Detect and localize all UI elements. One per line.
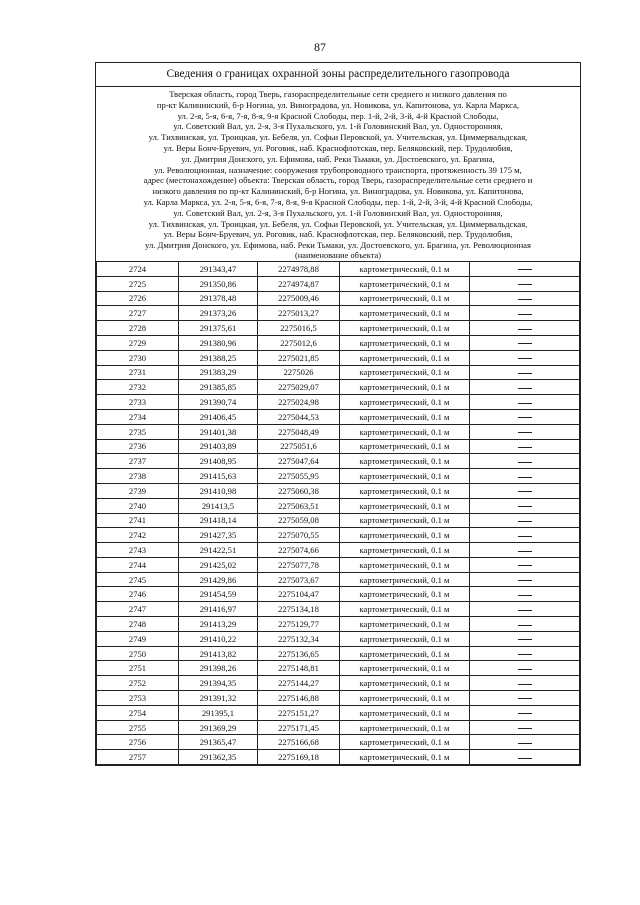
y-coordinate-cell: 2275171,45 [258, 720, 340, 735]
point-number-cell: 2741 [97, 513, 179, 528]
description-line: ул. Революционная, назначение: сооружения трубопроводного транспорта, протяженность 39 175 м, [154, 164, 522, 175]
table-row [97, 661, 580, 676]
dash-mark [518, 565, 532, 566]
table-row [97, 543, 580, 558]
dash-mark [518, 595, 532, 596]
dash-mark [518, 669, 532, 670]
x-coordinate-cell: 291373,26 [179, 306, 258, 321]
x-coordinate-cell: 291418,14 [179, 513, 258, 528]
dash-mark [518, 728, 532, 729]
method-cell: картометрический, 0.1 м [340, 469, 470, 484]
dash-mark [518, 373, 532, 374]
method-cell: картометрический, 0.1 м [340, 617, 470, 632]
table-row [97, 261, 580, 276]
y-coordinate-cell: 2275136,65 [258, 646, 340, 661]
gas-pipeline-zone-sheet [95, 62, 581, 766]
method-cell: картометрический, 0.1 м [340, 720, 470, 735]
point-number-cell: 2753 [97, 691, 179, 706]
point-number-cell: 2737 [97, 454, 179, 469]
x-coordinate-cell: 291390,74 [179, 395, 258, 410]
y-coordinate-cell: 2275132,34 [258, 631, 340, 646]
description-line: низкого давления по пр-кт Калининский, б-р Ногина, ул. Виноградова, ул. Новикова, ул. Капитонова, [152, 186, 524, 197]
y-coordinate-cell: 2275009,46 [258, 291, 340, 306]
description-line: ул. 2-я, 5-я, 6-я, 7-я, 8-я, 9-я Красной Слободы, пер. 1-й, 2-й, 3-й, 4-й Красной Слободы, [177, 110, 499, 121]
point-number-cell: 2730 [97, 350, 179, 365]
table-row [97, 735, 580, 750]
x-coordinate-cell: 291369,29 [179, 720, 258, 735]
description-line: ул. Тихвинская, ул. Троицкая, ул. Бебеля, ул. Софьи Перовской, ул. Учительская, ул. Циммервальдская, [148, 218, 528, 229]
description-cell [470, 646, 580, 661]
x-coordinate-cell: 291415,63 [179, 469, 258, 484]
description-cell [470, 631, 580, 646]
description-cell [470, 439, 580, 454]
point-number-cell: 2725 [97, 276, 179, 291]
dash-mark [518, 284, 532, 285]
description-cell [470, 513, 580, 528]
y-coordinate-cell: 2274978,88 [258, 261, 340, 276]
table-row [97, 572, 580, 587]
x-coordinate-cell: 291388,25 [179, 350, 258, 365]
description-cell [470, 557, 580, 572]
description-cell [470, 720, 580, 735]
point-number-cell: 2729 [97, 335, 179, 350]
table-row [97, 705, 580, 720]
x-coordinate-cell: 291380,96 [179, 335, 258, 350]
x-coordinate-cell: 291375,61 [179, 321, 258, 336]
point-number-cell: 2731 [97, 365, 179, 380]
x-coordinate-cell: 291413,29 [179, 617, 258, 632]
y-coordinate-cell: 2275047,64 [258, 454, 340, 469]
description-cell [470, 424, 580, 439]
dash-mark [518, 491, 532, 492]
y-coordinate-cell: 2275063,51 [258, 498, 340, 513]
method-cell: картометрический, 0.1 м [340, 528, 470, 543]
table-row [97, 454, 580, 469]
table-row [97, 483, 580, 498]
y-coordinate-cell: 2275021,85 [258, 350, 340, 365]
dash-mark [518, 506, 532, 507]
method-cell: картометрический, 0.1 м [340, 676, 470, 691]
point-number-cell: 2736 [97, 439, 179, 454]
point-number-cell: 2742 [97, 528, 179, 543]
x-coordinate-cell: 291394,35 [179, 676, 258, 691]
dash-mark [518, 698, 532, 699]
table-row [97, 557, 580, 572]
x-coordinate-cell: 291413,5 [179, 498, 258, 513]
dash-mark [518, 551, 532, 552]
description-cell [470, 750, 580, 765]
y-coordinate-cell: 2275146,88 [258, 691, 340, 706]
description-line: ул. Веры Бонч-Бруевич, ул. Роговик, наб. Краснофлотская, пер. Беляковский, пер. Трудолюбия, [163, 229, 513, 240]
y-coordinate-cell: 2275059,08 [258, 513, 340, 528]
table-row [97, 498, 580, 513]
table-row [97, 587, 580, 602]
method-cell: картометрический, 0.1 м [340, 350, 470, 365]
description-line: ул. Дмитрия Донского, ул. Ефимова, наб. Реки Тьмаки, ул. Достоевского, ул. Брагина, [181, 153, 495, 164]
description-cell [470, 395, 580, 410]
method-cell: картометрический, 0.1 м [340, 380, 470, 395]
y-coordinate-cell: 2275029,07 [258, 380, 340, 395]
method-cell: картометрический, 0.1 м [340, 705, 470, 720]
point-number-cell: 2743 [97, 543, 179, 558]
description-cell [470, 380, 580, 395]
x-coordinate-cell: 291365,47 [179, 735, 258, 750]
y-coordinate-cell: 2275051,6 [258, 439, 340, 454]
y-coordinate-cell: 2275169,18 [258, 750, 340, 765]
description-cell [470, 587, 580, 602]
description-cell [470, 602, 580, 617]
x-coordinate-cell: 291391,32 [179, 691, 258, 706]
point-number-cell: 2728 [97, 321, 179, 336]
dash-mark [518, 314, 532, 315]
coordinates-table [96, 261, 580, 765]
method-cell: картометрический, 0.1 м [340, 572, 470, 587]
method-cell: картометрический, 0.1 м [340, 439, 470, 454]
method-cell: картометрический, 0.1 м [340, 498, 470, 513]
point-number-cell: 2757 [97, 750, 179, 765]
y-coordinate-cell: 2275024,98 [258, 395, 340, 410]
description-cell [470, 705, 580, 720]
point-number-cell: 2752 [97, 676, 179, 691]
dash-mark [518, 521, 532, 522]
x-coordinate-cell: 291343,47 [179, 261, 258, 276]
y-coordinate-cell: 2275148,81 [258, 661, 340, 676]
x-coordinate-cell: 291362,35 [179, 750, 258, 765]
table-row [97, 602, 580, 617]
method-cell: картометрический, 0.1 м [340, 454, 470, 469]
method-cell: картометрический, 0.1 м [340, 291, 470, 306]
table-row [97, 469, 580, 484]
point-number-cell: 2733 [97, 395, 179, 410]
dash-mark [518, 388, 532, 389]
method-cell: картометрический, 0.1 м [340, 395, 470, 410]
description-cell [470, 735, 580, 750]
table-row [97, 631, 580, 646]
method-cell: картометрический, 0.1 м [340, 750, 470, 765]
y-coordinate-cell: 2275074,66 [258, 543, 340, 558]
x-coordinate-cell: 291408,95 [179, 454, 258, 469]
description-cell [470, 306, 580, 321]
point-number-cell: 2750 [97, 646, 179, 661]
page-number: 87 [314, 40, 326, 54]
method-cell: картометрический, 0.1 м [340, 513, 470, 528]
method-cell: картометрический, 0.1 м [340, 321, 470, 336]
description-cell [470, 617, 580, 632]
table-row [97, 409, 580, 424]
table-row [97, 424, 580, 439]
method-cell: картометрический, 0.1 м [340, 735, 470, 750]
description-cell [470, 498, 580, 513]
description-line: пр-кт Калининский, б-р Ногина, ул. Виноградова, ул. Новикова, ул. Капитонова, ул. Карла Маркса, [156, 99, 520, 110]
x-coordinate-cell: 291454,59 [179, 587, 258, 602]
x-coordinate-cell: 291385,85 [179, 380, 258, 395]
dash-mark [518, 625, 532, 626]
description-cell [470, 454, 580, 469]
description-cell [470, 365, 580, 380]
dash-mark [518, 358, 532, 359]
x-coordinate-cell: 291383,29 [179, 365, 258, 380]
description-cell [470, 335, 580, 350]
method-cell: картометрический, 0.1 м [340, 409, 470, 424]
dash-mark [518, 299, 532, 300]
y-coordinate-cell: 2274974,87 [258, 276, 340, 291]
point-number-cell: 2756 [97, 735, 179, 750]
method-cell: картометрический, 0.1 м [340, 276, 470, 291]
y-coordinate-cell: 2275060,38 [258, 483, 340, 498]
description-cell [470, 350, 580, 365]
description-cell [470, 483, 580, 498]
dash-mark [518, 536, 532, 537]
y-coordinate-cell: 2275016,5 [258, 321, 340, 336]
y-coordinate-cell: 2275013,27 [258, 306, 340, 321]
point-number-cell: 2744 [97, 557, 179, 572]
point-number-cell: 2732 [97, 380, 179, 395]
table-row [97, 439, 580, 454]
point-number-cell: 2734 [97, 409, 179, 424]
x-coordinate-cell: 291413,82 [179, 646, 258, 661]
description-line: ул. Тихвинская, ул. Троицкая, ул. Бебеля, ул. Софьи Перовской, ул. Учительская, ул. Циммервальдская, [148, 132, 528, 143]
description-cell [470, 321, 580, 336]
method-cell: картометрический, 0.1 м [340, 587, 470, 602]
y-coordinate-cell: 2275048,49 [258, 424, 340, 439]
table-row [97, 750, 580, 765]
object-description [96, 87, 580, 251]
point-number-cell: 2754 [97, 705, 179, 720]
point-number-cell: 2755 [97, 720, 179, 735]
method-cell: картометрический, 0.1 м [340, 365, 470, 380]
x-coordinate-cell: 291403,89 [179, 439, 258, 454]
table-row [97, 321, 580, 336]
description-line: адрес (местонахождение) объекта: Тверская область, город Тверь, газораспределительные сети среднего и [143, 175, 533, 186]
table-row [97, 513, 580, 528]
method-cell: картометрический, 0.1 м [340, 661, 470, 676]
dash-mark [518, 432, 532, 433]
description-line: ул. Дмитрия Донского, ул. Ефимова, наб. Реки Тьмаки, ул. Достоевского, ул. Брагина, ул. Революционная [145, 240, 531, 251]
method-cell: картометрический, 0.1 м [340, 543, 470, 558]
y-coordinate-cell: 2275151,27 [258, 705, 340, 720]
description-cell [470, 528, 580, 543]
dash-mark [518, 758, 532, 759]
description-line: ул. Веры Бонч-Бруевич, ул. Роговик, наб. Краснофлотская, пер. Беляковский, пер. Трудолюбия, [163, 142, 513, 153]
method-cell: картометрический, 0.1 м [340, 691, 470, 706]
x-coordinate-cell: 291422,51 [179, 543, 258, 558]
x-coordinate-cell: 291425,02 [179, 557, 258, 572]
method-cell: картометрический, 0.1 м [340, 424, 470, 439]
table-row [97, 306, 580, 321]
object-name-caption: (наименование объекта) [294, 250, 381, 260]
description-cell [470, 469, 580, 484]
method-cell: картометрический, 0.1 м [340, 631, 470, 646]
y-coordinate-cell: 2275055,95 [258, 469, 340, 484]
description-line: Тверская область, город Тверь, газораспределительные сети среднего и низкого давления по [169, 89, 507, 99]
method-cell: картометрический, 0.1 м [340, 261, 470, 276]
dash-mark [518, 684, 532, 685]
dash-mark [518, 417, 532, 418]
method-cell: картометрический, 0.1 м [340, 335, 470, 350]
description-cell [470, 409, 580, 424]
dash-mark [518, 329, 532, 330]
point-number-cell: 2739 [97, 483, 179, 498]
method-cell: картометрический, 0.1 м [340, 306, 470, 321]
x-coordinate-cell: 291401,38 [179, 424, 258, 439]
x-coordinate-cell: 291429,86 [179, 572, 258, 587]
point-number-cell: 2735 [97, 424, 179, 439]
x-coordinate-cell: 291395,1 [179, 705, 258, 720]
x-coordinate-cell: 291427,35 [179, 528, 258, 543]
dash-mark [518, 403, 532, 404]
method-cell: картометрический, 0.1 м [340, 602, 470, 617]
description-cell [470, 543, 580, 558]
dash-mark [518, 462, 532, 463]
x-coordinate-cell: 291410,22 [179, 631, 258, 646]
point-number-cell: 2727 [97, 306, 179, 321]
y-coordinate-cell: 2275077,78 [258, 557, 340, 572]
table-row [97, 291, 580, 306]
x-coordinate-cell: 291410,98 [179, 483, 258, 498]
dash-mark [518, 639, 532, 640]
point-number-cell: 2749 [97, 631, 179, 646]
table-row [97, 350, 580, 365]
dash-mark [518, 269, 532, 270]
description-cell [470, 276, 580, 291]
description-cell [470, 291, 580, 306]
description-cell [470, 661, 580, 676]
description-cell [470, 261, 580, 276]
document-title: Сведения о границах охранной зоны распределительного газопровода [96, 63, 580, 87]
description-line: ул. Карла Маркса, ул. 2-я, 5-я, 6-я, 7-я, 8-я, 9-я Красной Слободы, пер. 1-й, 2-й, 3-й, 4-й Красной Слободы, [143, 196, 533, 207]
description-cell [470, 572, 580, 587]
description-cell [470, 691, 580, 706]
point-number-cell: 2747 [97, 602, 179, 617]
x-coordinate-cell: 291406,45 [179, 409, 258, 424]
description-cell [470, 676, 580, 691]
method-cell: картометрический, 0.1 м [340, 646, 470, 661]
table-row [97, 276, 580, 291]
x-coordinate-cell: 291416,97 [179, 602, 258, 617]
table-row [97, 395, 580, 410]
point-number-cell: 2745 [97, 572, 179, 587]
table-row [97, 365, 580, 380]
table-row [97, 335, 580, 350]
x-coordinate-cell: 291350,86 [179, 276, 258, 291]
table-row [97, 380, 580, 395]
y-coordinate-cell: 2275070,55 [258, 528, 340, 543]
dash-mark [518, 447, 532, 448]
point-number-cell: 2726 [97, 291, 179, 306]
dash-mark [518, 343, 532, 344]
y-coordinate-cell: 2275012,6 [258, 335, 340, 350]
method-cell: картометрический, 0.1 м [340, 483, 470, 498]
dash-mark [518, 610, 532, 611]
table-row [97, 691, 580, 706]
y-coordinate-cell: 2275166,68 [258, 735, 340, 750]
table-row [97, 646, 580, 661]
dash-mark [518, 713, 532, 714]
dash-mark [518, 580, 532, 581]
table-row [97, 617, 580, 632]
table-row [97, 528, 580, 543]
description-line: ул. Советский Вал, ул. 2-я, 3-я Пухальского, ул. 1-й Головинский Вал, ул. Односторонняя, [173, 207, 503, 218]
point-number-cell: 2740 [97, 498, 179, 513]
y-coordinate-cell: 2275104,47 [258, 587, 340, 602]
dash-mark [518, 477, 532, 478]
dash-mark [518, 654, 532, 655]
method-cell: картометрический, 0.1 м [340, 557, 470, 572]
y-coordinate-cell: 2275026 [258, 365, 340, 380]
point-number-cell: 2748 [97, 617, 179, 632]
point-number-cell: 2746 [97, 587, 179, 602]
table-row [97, 720, 580, 735]
y-coordinate-cell: 2275129,77 [258, 617, 340, 632]
dash-mark [518, 743, 532, 744]
y-coordinate-cell: 2275044,53 [258, 409, 340, 424]
point-number-cell: 2751 [97, 661, 179, 676]
description-line: ул. Советский Вал, ул. 2-я, 3-я Пухальского, ул. 1-й Головинский Вал, ул. Односторонняя, [173, 121, 503, 132]
point-number-cell: 2738 [97, 469, 179, 484]
x-coordinate-cell: 291378,48 [179, 291, 258, 306]
table-row [97, 676, 580, 691]
x-coordinate-cell: 291398,26 [179, 661, 258, 676]
y-coordinate-cell: 2275144,27 [258, 676, 340, 691]
point-number-cell: 2724 [97, 261, 179, 276]
y-coordinate-cell: 2275073,67 [258, 572, 340, 587]
y-coordinate-cell: 2275134,18 [258, 602, 340, 617]
